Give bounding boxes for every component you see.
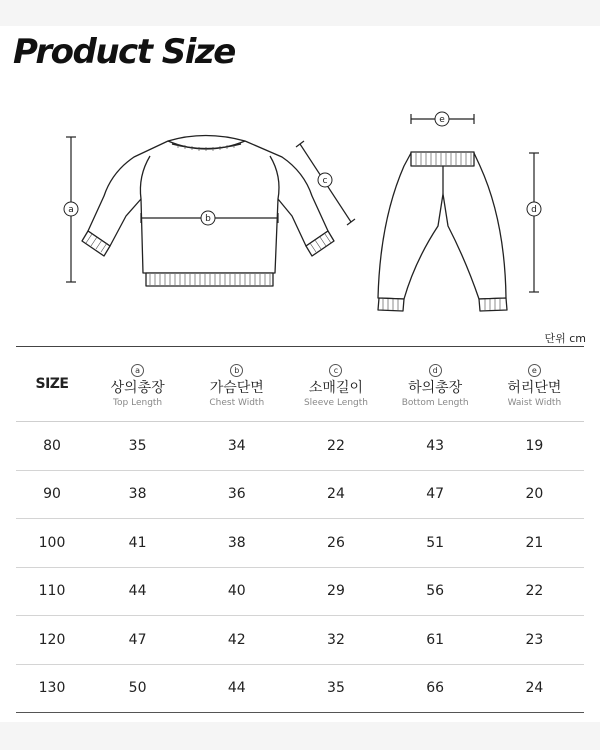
value-cell: 47 — [128, 631, 147, 648]
value-cell: 42 — [227, 631, 246, 648]
value-cell: 44 — [128, 583, 147, 600]
table-row — [16, 616, 584, 665]
table-row — [16, 664, 584, 713]
column-header-waist-width — [485, 347, 584, 422]
value-cell: 29 — [327, 583, 345, 600]
unit-label: 단위 cm — [544, 332, 586, 345]
size-cell: 110 — [38, 583, 66, 600]
column-en-label: Bottom Length — [401, 398, 469, 408]
column-header-chest-width — [187, 347, 286, 422]
value-cell: 32 — [327, 631, 345, 648]
value-cell: 66 — [426, 680, 445, 697]
value-cell: 40 — [227, 583, 246, 600]
marker-a-label: a — [68, 205, 74, 215]
column-ko-label: 하의총장 — [408, 380, 463, 396]
value-cell: 35 — [128, 437, 147, 454]
table-row — [16, 422, 584, 471]
table-header-row — [16, 347, 584, 422]
value-cell: 47 — [426, 486, 445, 503]
value-cell: 21 — [525, 534, 544, 551]
pants-drawing — [378, 152, 507, 311]
marker-c-label: c — [322, 176, 328, 186]
column-header-top-length — [88, 347, 187, 422]
value-cell: 26 — [327, 534, 345, 551]
column-en-label: Top Length — [113, 398, 163, 408]
value-cell: 24 — [327, 486, 345, 503]
column-header-bottom-length — [386, 347, 485, 422]
column-letter: e — [528, 364, 541, 377]
column-letter: d — [429, 364, 442, 377]
size-chart-page — [0, 26, 600, 722]
value-cell: 41 — [128, 534, 147, 551]
value-cell: 43 — [426, 437, 445, 454]
column-header-sleeve-length — [286, 347, 385, 422]
column-en-label: Sleeve Length — [303, 398, 368, 408]
value-cell: 19 — [525, 437, 544, 454]
garment-illustration — [0, 26, 600, 326]
value-cell: 22 — [525, 583, 544, 600]
value-cell: 20 — [525, 486, 544, 503]
column-letter: a — [131, 364, 144, 377]
column-ko-label: 상의총장 — [110, 380, 165, 396]
table-row — [16, 567, 584, 616]
marker-b-label: b — [205, 214, 211, 224]
column-en-label: Waist Width — [507, 398, 562, 408]
column-letter: b — [230, 364, 243, 377]
size-table — [16, 346, 584, 713]
value-cell: 44 — [227, 680, 246, 697]
value-cell: 38 — [128, 486, 147, 503]
value-cell: 24 — [525, 680, 544, 697]
column-ko-label: 허리단면 — [507, 380, 562, 396]
size-cell: 80 — [43, 437, 61, 454]
size-cell: 120 — [38, 631, 66, 648]
value-cell: 23 — [525, 631, 544, 648]
value-cell: 36 — [227, 486, 246, 503]
table-row — [16, 519, 584, 568]
value-cell: 56 — [426, 583, 445, 600]
value-cell: 50 — [128, 680, 147, 697]
value-cell: 34 — [227, 437, 246, 454]
size-cell: 100 — [38, 534, 66, 551]
marker-e-label: e — [439, 115, 445, 125]
table-row — [16, 470, 584, 519]
column-en-label: Chest Width — [209, 398, 265, 408]
value-cell: 35 — [327, 680, 345, 697]
value-cell: 22 — [327, 437, 345, 454]
column-letter: c — [329, 364, 342, 377]
value-cell: 51 — [426, 534, 445, 551]
page-title: Product Size — [13, 32, 235, 72]
size-cell: 130 — [38, 680, 66, 697]
column-ko-label: 가슴단면 — [209, 380, 264, 396]
marker-d-label: d — [531, 205, 537, 215]
size-header: SIZE — [35, 376, 69, 392]
value-cell: 38 — [227, 534, 246, 551]
value-cell: 61 — [426, 631, 445, 648]
size-cell: 90 — [43, 486, 61, 503]
column-ko-label: 소매길이 — [308, 380, 364, 396]
